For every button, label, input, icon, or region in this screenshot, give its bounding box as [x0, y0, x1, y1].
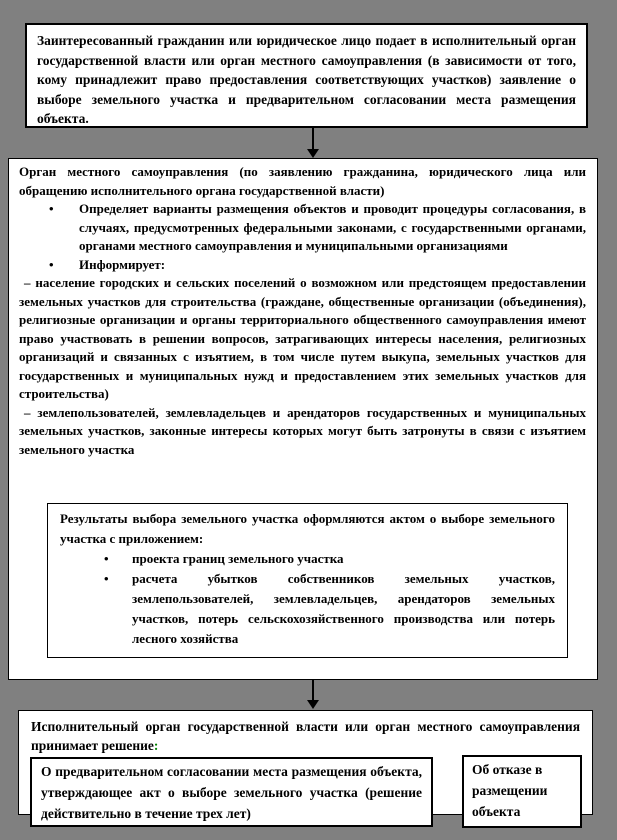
preliminary-approval-option-text: О предварительном согласовании места размещения объекта, утверждающее акт о выборе земельного участка (решение действительно в течение трех лет) [41, 764, 422, 821]
decision-colon: : [153, 738, 159, 753]
determines-options-bullet [19, 200, 586, 256]
down-arrow-2-head [307, 700, 319, 709]
down-arrow-1-head [307, 149, 319, 158]
preliminary-approval-option-box [30, 757, 433, 827]
land-plot-selection-act-box [47, 503, 568, 658]
application-submission-text: Заинтересованный гражданин или юридическое лицо подает в исполнительный орган государственной власти или орган местного самоуправления (в зависимости от того, кому принадлежит право предоставления соответствующих участков) заявление о выборе земельного участка и предварительном согласовании места размещения объекта. [37, 33, 576, 126]
boundaries-project-text: проекта границ земельного участка [132, 551, 344, 566]
bullet-icon: • [104, 571, 109, 586]
informs-landusers-item: – землепользователей, землевладельцев и арендаторов государственных и муниципальных земельных участков, законные интересы которых могут быть затронуты в связи с изъятием земельного участка [19, 404, 586, 457]
losses-calculation-text: расчета убытков собственников земельных участков, землепользователей, землевладельцев, арендаторов земельных участков, потерь сельскохозяйственного производства или потерь лесного хозяйства [132, 571, 555, 646]
informs-bullet [19, 256, 586, 275]
down-arrow-2-line [312, 680, 314, 702]
refusal-option-text: Об отказе в размещении объекта [472, 762, 548, 819]
informs-text: Информирует: [79, 256, 166, 272]
bullet-icon: • [104, 551, 109, 566]
decision-text: Исполнительный орган государственной власти или орган местного самоуправления принимает решение [31, 719, 580, 753]
down-arrow-1-line [312, 128, 314, 151]
bullet-icon: • [49, 201, 54, 216]
boundaries-project-bullet [60, 549, 555, 569]
selection-act-intro-text: Результаты выбора земельного участка оформляются актом о выборе земельного участка с приложением: [60, 511, 555, 546]
refusal-option-box [462, 755, 582, 828]
local-government-intro-text: Орган местного самоуправления (по заявлению гражданина, юридического лица или обращению исполнительного органа государственной власти) [19, 164, 586, 198]
determines-options-text: Определяет варианты размещения объектов и проводит процедуры согласования, в случаях, предусмотренных федеральными законами, с государственными органами, органами местного самоуправления и муниципальными организациями [79, 201, 586, 253]
decision-text-line [31, 717, 580, 755]
application-submission-box [25, 23, 588, 128]
bullet-icon: • [49, 256, 54, 272]
losses-calculation-bullet [60, 569, 555, 649]
informs-population-item: – население городских и сельских поселений о возможном или предстоящем предоставлении земельных участков для строительства (граждане, общественные организации (объединения), религиозные организации и органы территориального общественного самоуправления имеют право участвовать в решении вопросов, затрагивающих интересы населения, религиозных организаций и связанных с изъятием, в том числе путем выкупа, земельных участков для государственных и муниципальных нужд и предоставлением этих земельных участков для строительства) [19, 275, 586, 401]
